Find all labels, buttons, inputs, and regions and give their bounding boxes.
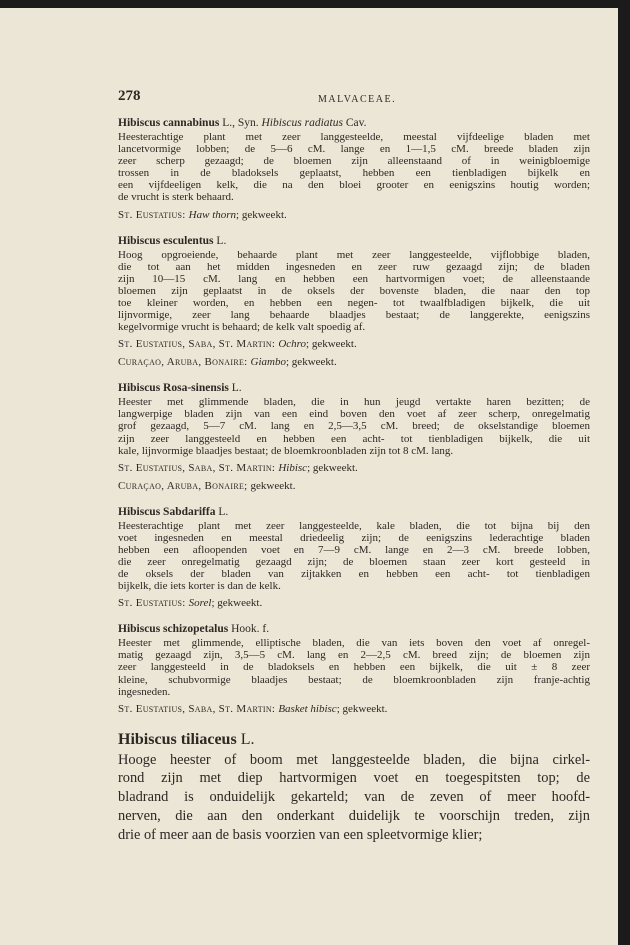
species-author: L.	[215, 505, 229, 518]
description-line: Heesterachtige plant met zeer langgesteelde, kale bladen, die tot bijna bij den	[118, 519, 590, 532]
description-line: trossen in de bladoksels geplaatst, hebben een tienbladigen bijkelk en	[118, 167, 590, 180]
locality-line	[118, 702, 590, 716]
species-description	[118, 751, 590, 845]
locality-line	[118, 461, 590, 475]
species-author: L., Syn.	[219, 117, 262, 129]
species-author: L.	[236, 730, 255, 748]
species-entry	[118, 234, 590, 370]
locality-note: ; gekweekt.	[286, 356, 337, 369]
species-author: L.	[228, 382, 242, 395]
locality-note: ; gekweekt.	[211, 597, 263, 610]
locality-places: St. Eustatius, Saba, St. Martin:	[118, 338, 279, 351]
locality-line	[118, 208, 590, 222]
locality-places: St. Eustatius, Saba, St. Martin:	[118, 702, 279, 715]
species-heading	[118, 116, 590, 130]
description-line: zeer scherp gezaagd; de bloemen zijn alleenstaand of in weinigbloemige	[118, 155, 590, 168]
species-entries	[118, 116, 590, 716]
description-line: ingesneden.	[118, 685, 171, 698]
page-content	[118, 82, 590, 856]
locality-note: ; gekweekt.	[307, 461, 358, 474]
species-description	[118, 249, 590, 334]
description-line: voet ingesneden en meestal driedeelig zijn; de eenigszins lederachtige bladen	[118, 531, 590, 544]
scan-border-right	[618, 0, 630, 945]
species-name: Hibiscus cannabinus	[118, 117, 220, 129]
species-name: Hibiscus esculentus	[118, 234, 214, 247]
description-line: Heester met glimmende bladen, die in hun jeugd vertakte haren bezitten; de	[118, 396, 590, 409]
description-line: kegelvormige vrucht is behaard; de kelk valt spoedig af.	[118, 321, 366, 334]
species-name: Hibiscus tiliaceus	[118, 730, 237, 748]
locality-places: Curaçao, Aruba, Bonaire:	[118, 356, 251, 369]
description-line: rond zijn met diep hartvormigen voet en toegespitsten top; de	[118, 770, 590, 787]
species-heading	[118, 381, 590, 395]
locality-places: St. Eustatius:	[118, 597, 189, 610]
species-heading	[118, 505, 590, 519]
description-line: die zeer onregelmatig gezaagd zijn; de bloemen staan zeer kort gesteeld in	[118, 555, 590, 568]
description-line: lijnvormige, zeer lang behaarde blaadjes bestaat; de langgerekte, eenigszins	[118, 309, 590, 322]
species-entry	[118, 622, 590, 715]
species-name: Hibiscus schizopetalus	[118, 623, 229, 636]
vernacular-name: Sorel	[188, 597, 212, 610]
description-line: zijn 10—15 cM. lang en hebben een hartvormigen voet; de alleenstaande	[118, 272, 590, 285]
vernacular-name: Hibisc	[278, 461, 308, 474]
locality-note: ; gekweekt.	[336, 702, 388, 715]
description-line: kleine, schubvormige blaadjes bestaat; de bloemkroonbladen zijn franje-achtig	[118, 673, 590, 686]
vernacular-name: Haw thorn	[188, 208, 237, 221]
running-title: MALVACEAE.	[318, 94, 397, 105]
species-description	[118, 396, 590, 456]
description-line: Hooge heester of boom met langgesteelde bladen, die bijna cirkel-	[118, 751, 590, 768]
description-line: grof gezaagd, 5—7 cM. lang en 2,5—3,5 cM. breed; de okselstandige bloemen	[118, 420, 590, 433]
description-line: drie of meer aan de basis voorzien van een spleetvormige klier;	[118, 826, 483, 843]
species-author: L.	[213, 234, 227, 247]
description-line: bloemen zijn geplaatst in de oksels der bovenste bladen, die naar den top	[118, 284, 590, 297]
locality-places: St. Eustatius:	[118, 208, 189, 221]
species-name: Hibiscus Rosa-sinensis	[118, 382, 229, 395]
page-number: 278	[118, 88, 141, 104]
description-line: toe kleiner worden, en hebben een negen- tot twaalfbladigen bijkelk, die uit	[118, 296, 590, 309]
description-line: lancetvormige lobben; de 5—6 cM. lange en 1—1,5 cM. breede bladen zijn	[118, 143, 590, 156]
description-line: de vrucht is sterk behaard.	[118, 191, 234, 204]
description-line: zeer langgesteeld in de bladoksels en hebben een bijkelk, die uit ± 8 zeer	[118, 661, 590, 674]
description-line: een vijfdeeligen kelk, die na den bloei grooter en eenigszins houtig worden;	[118, 179, 590, 192]
species-entry-tiliaceus	[118, 730, 590, 845]
locality-note: ; gekweekt.	[236, 208, 287, 221]
species-heading	[118, 234, 590, 248]
description-line: matig gezaagd zijn, 3,5—5 cM. lang en 2—2,5 cM. breed zijn; de bloemen zijn	[118, 649, 590, 662]
locality-line	[118, 479, 590, 493]
vernacular-name: Giambo	[250, 356, 286, 369]
description-line: bladrand is onduidelijk gekarteld; van de zeven of meer hoofd-	[118, 789, 590, 806]
synonym-author: Cav.	[342, 117, 367, 129]
species-entry	[118, 381, 590, 492]
species-description	[118, 131, 590, 204]
species-heading	[118, 730, 590, 750]
species-author: Hook. f.	[228, 623, 270, 636]
description-line: zijn zeer langgesteeld en hebben een acht- tot tienbladigen bijkelk, die uit	[118, 432, 590, 445]
species-description	[118, 637, 590, 697]
locality-line	[118, 596, 590, 610]
description-line: nerven, die aan den onderkant duidelijk te voorschijn treden, zijn	[118, 807, 590, 824]
vernacular-name: Basket hibisc	[278, 702, 337, 715]
description-line: kale, lijnvormige blaadjes bestaat; de bloemkroonbladen zijn tot 8 cM. lang.	[118, 444, 454, 457]
description-line: die tot aan het midden ingesneden en zeer ruw gezaagd zijn; de bladen	[118, 260, 590, 273]
species-name: Hibiscus Sabdariffa	[118, 505, 216, 518]
species-entry	[118, 505, 590, 611]
species-description	[118, 520, 590, 593]
description-line: Heesterachtige plant met zeer langgesteelde, meestal vijfdeelige bladen met	[118, 131, 590, 143]
synonym-name: Hibiscus radiatus	[261, 117, 343, 129]
running-header	[118, 82, 590, 116]
scan-border-top	[0, 0, 630, 8]
description-line: Hoog opgroeiende, behaarde plant met zeer langgesteelde, vijflobbige bladen,	[118, 248, 590, 261]
locality-places: Curaçao, Aruba, Bonaire;	[118, 479, 251, 492]
locality-line	[118, 337, 590, 351]
description-line: langwerpige bladen zijn van een eind boven den voet af zeer scherp, onregelmatig	[118, 408, 590, 421]
locality-line	[118, 355, 590, 369]
locality-note: gekweekt.	[250, 479, 296, 492]
species-entry	[118, 116, 590, 222]
locality-places: St. Eustatius, Saba, St. Martin:	[118, 461, 279, 474]
vernacular-name: Ochro	[278, 338, 307, 351]
locality-note: ; gekweekt.	[306, 338, 357, 351]
description-line: bijkelk, die iets korter is dan de kelk.	[118, 580, 281, 593]
description-line: Heester met glimmende, elliptische bladen, die van iets boven den voet af onregel-	[118, 637, 590, 650]
description-line: de oksels der bladen van zijtakken en hebben een acht- tot tienbladigen	[118, 568, 590, 581]
description-line: hebben een afloopenden voet en 7—9 cM. lange en 2—3 cM. breede lobben,	[118, 543, 590, 556]
species-heading	[118, 622, 590, 636]
